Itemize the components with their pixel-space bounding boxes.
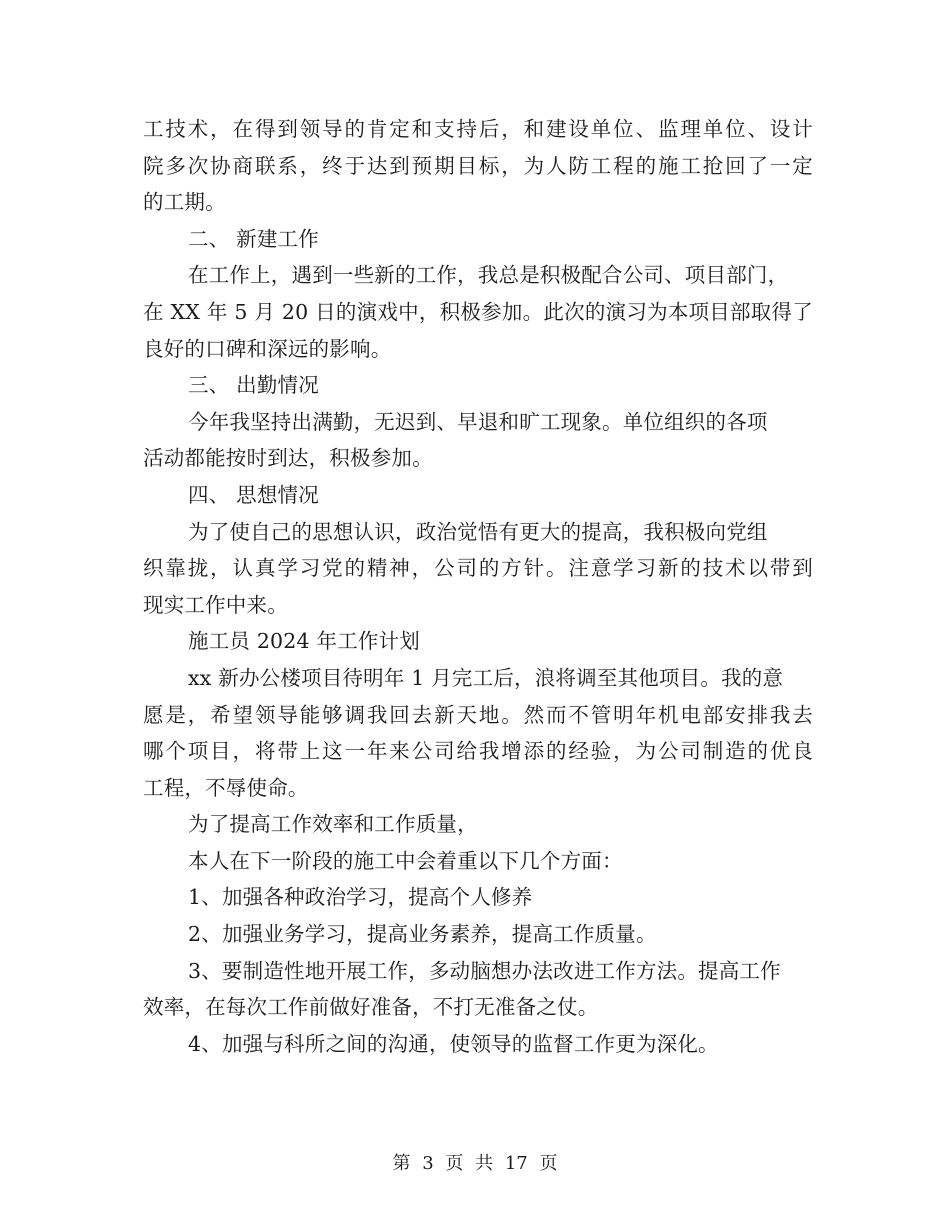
text-line: 本人在下一阶段的施工中会着重以下几个方面： [188,848,623,873]
text-line: 在 XX 年 5 月 20 日的演戏中，积极参加。此次的演习为本项目部取得了 [143,299,813,324]
section-heading: 三、 出勤情况 [188,373,319,398]
text-line: 的工期。 [143,190,226,215]
text-line: 现实工作中来。 [143,592,288,617]
text-line: 良好的口碑和深远的影响。 [143,336,392,361]
text-line: 愿是，希望领导能够调我回去新天地。然而不管明年机电部安排我去 [143,702,813,727]
text-line: 今年我坚持出满勤，无迟到、早退和旷工现象。单位组织的各项 [188,409,768,434]
text-line: 院多次协商联系，终于达到预期目标，为人防工程的施工抢回了一定 [143,153,813,178]
section-heading: 二、 新建工作 [188,226,319,251]
text-line: 为了提高工作效率和工作质量， [188,812,478,837]
text-line: 织靠拢，认真学习党的精神，公司的方针。注意学习新的技术以带到 [143,556,813,581]
text-line: 在工作上，遇到一些新的工作，我总是积极配合公司、项目部门， [188,263,789,288]
document-body [143,111,813,1062]
text-line: 活动都能按时到达，积极参加。 [143,446,433,471]
text-line: 工技术，在得到领导的肯定和支持后，和建设单位、监理单位、设计 [143,117,813,141]
text-line: 为了使自己的思想认识，政治觉悟有更大的提高，我积极向党组 [188,519,768,544]
section-heading: 四、 思想情况 [188,482,319,507]
text-line: 哪个项目，将带上这一年来公司给我增添的经验，为公司制造的优良 [143,739,813,764]
plan-title: 施工员 2024 年工作计划 [188,629,421,654]
text-line: 工程，不辱使命。 [143,775,309,800]
text-line: xx 新办公楼项目待明年 1 月完工后，浪将调至其他项目。我的意 [188,665,784,690]
page-number-footer: 第 3 页 共 17 页 [392,1153,558,1174]
list-item: 3、要制造性地开展工作，多动脑想办法改进工作方法。提高工作 [188,958,781,983]
list-item: 2、加强业务学习，提高业务素养，提高工作质量。 [188,922,657,947]
list-item: 1、加强各种政治学习，提高个人修养 [188,885,533,910]
text-line: 效率，在每次工作前做好准备，不打无准备之仗。 [143,995,599,1020]
list-item: 4、加强与科所之间的沟通，使领导的监督工作更为深化。 [188,1031,719,1056]
